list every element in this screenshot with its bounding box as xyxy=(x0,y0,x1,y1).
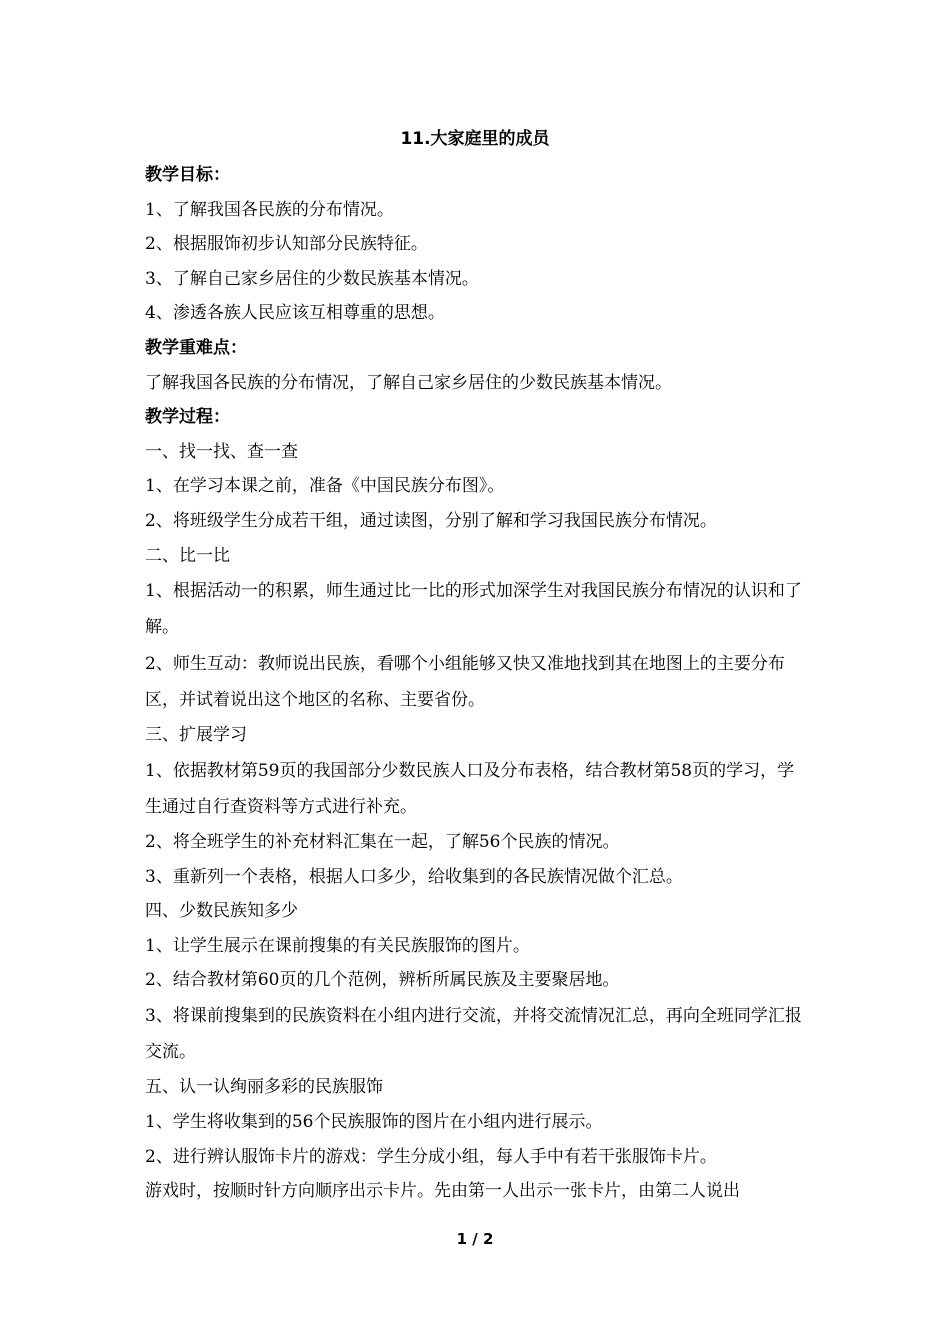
document-title: 11.大家庭里的成员 xyxy=(400,129,550,149)
part3-item: 1、依据教材第59页的我国部分少数民族人口及分布表格，结合教材第58页的学习，学生通过自行查资料等方式进行补充。 xyxy=(145,760,795,817)
part2-item: 1、根据活动一的积累，师生通过比一比的形式加深学生对我国民族分布情况的认识和了解。 xyxy=(145,581,802,638)
document-body xyxy=(145,158,810,1209)
goal-item: 2、根据服饰初步认知部分民族特征。 xyxy=(145,234,428,255)
part1-item: 1、在学习本课之前，准备《中国民族分布图》。 xyxy=(145,476,505,497)
part2-item: 2、师生互动：教师说出民族，看哪个小组能够又快又准地找到其在地图上的主要分布区，并试着说出这个地区的名称、主要省份。 xyxy=(145,653,785,710)
goal-item: 4、渗透各族人民应该互相尊重的思想。 xyxy=(145,303,445,324)
difficulty-text: 了解我国各民族的分布情况，了解自己家乡居住的少数民族基本情况。 xyxy=(145,372,672,393)
part3-title: 三、扩展学习 xyxy=(145,724,247,745)
part5-title: 五、认一认绚丽多彩的民族服饰 xyxy=(145,1077,383,1098)
part5-item: 2、进行辨认服饰卡片的游戏：学生分成小组，每人手中有若干张服饰卡片。 xyxy=(145,1146,717,1167)
part3-item: 3、重新列一个表格，根据人口多少，给收集到的各民族情况做个汇总。 xyxy=(145,866,683,887)
part4-item: 1、让学生展示在课前搜集的有关民族服饰的图片。 xyxy=(145,935,530,956)
difficulty-heading: 教学重难点： xyxy=(145,337,247,358)
part4-item: 3、将课前搜集到的民族资料在小组内进行交流，并将交流情况汇总，再向全班同学汇报交流。 xyxy=(145,1005,802,1063)
page-number: 1 / 2 xyxy=(456,1230,494,1248)
part1-title: 一、找一找、查一查 xyxy=(145,441,298,462)
part3-item: 2、将全班学生的补充材料汇集在一起，了解56个民族的情况。 xyxy=(145,831,620,852)
goals-heading: 教学目标： xyxy=(145,165,230,185)
part1-item: 2、将班级学生分成若干组，通过读图，分别了解和学习我国民族分布情况。 xyxy=(145,510,717,531)
part4-title: 四、少数民族知多少 xyxy=(145,901,298,922)
process-heading: 教学过程： xyxy=(145,407,230,428)
goal-item: 3、了解自己家乡居住的少数民族基本情况。 xyxy=(145,268,479,289)
part2-title: 二、比一比 xyxy=(145,545,230,566)
part5-item: 游戏时，按顺时针方向顺序出示卡片。先由第一人出示一张卡片，由第二人说出 xyxy=(145,1181,740,1202)
goal-item: 1、了解我国各民族的分布情况。 xyxy=(145,199,394,220)
part5-item: 1、学生将收集到的56个民族服饰的图片在小组内进行展示。 xyxy=(145,1111,603,1132)
part4-item: 2、结合教材第60页的几个范例，辨析所属民族及主要聚居地。 xyxy=(145,970,620,991)
